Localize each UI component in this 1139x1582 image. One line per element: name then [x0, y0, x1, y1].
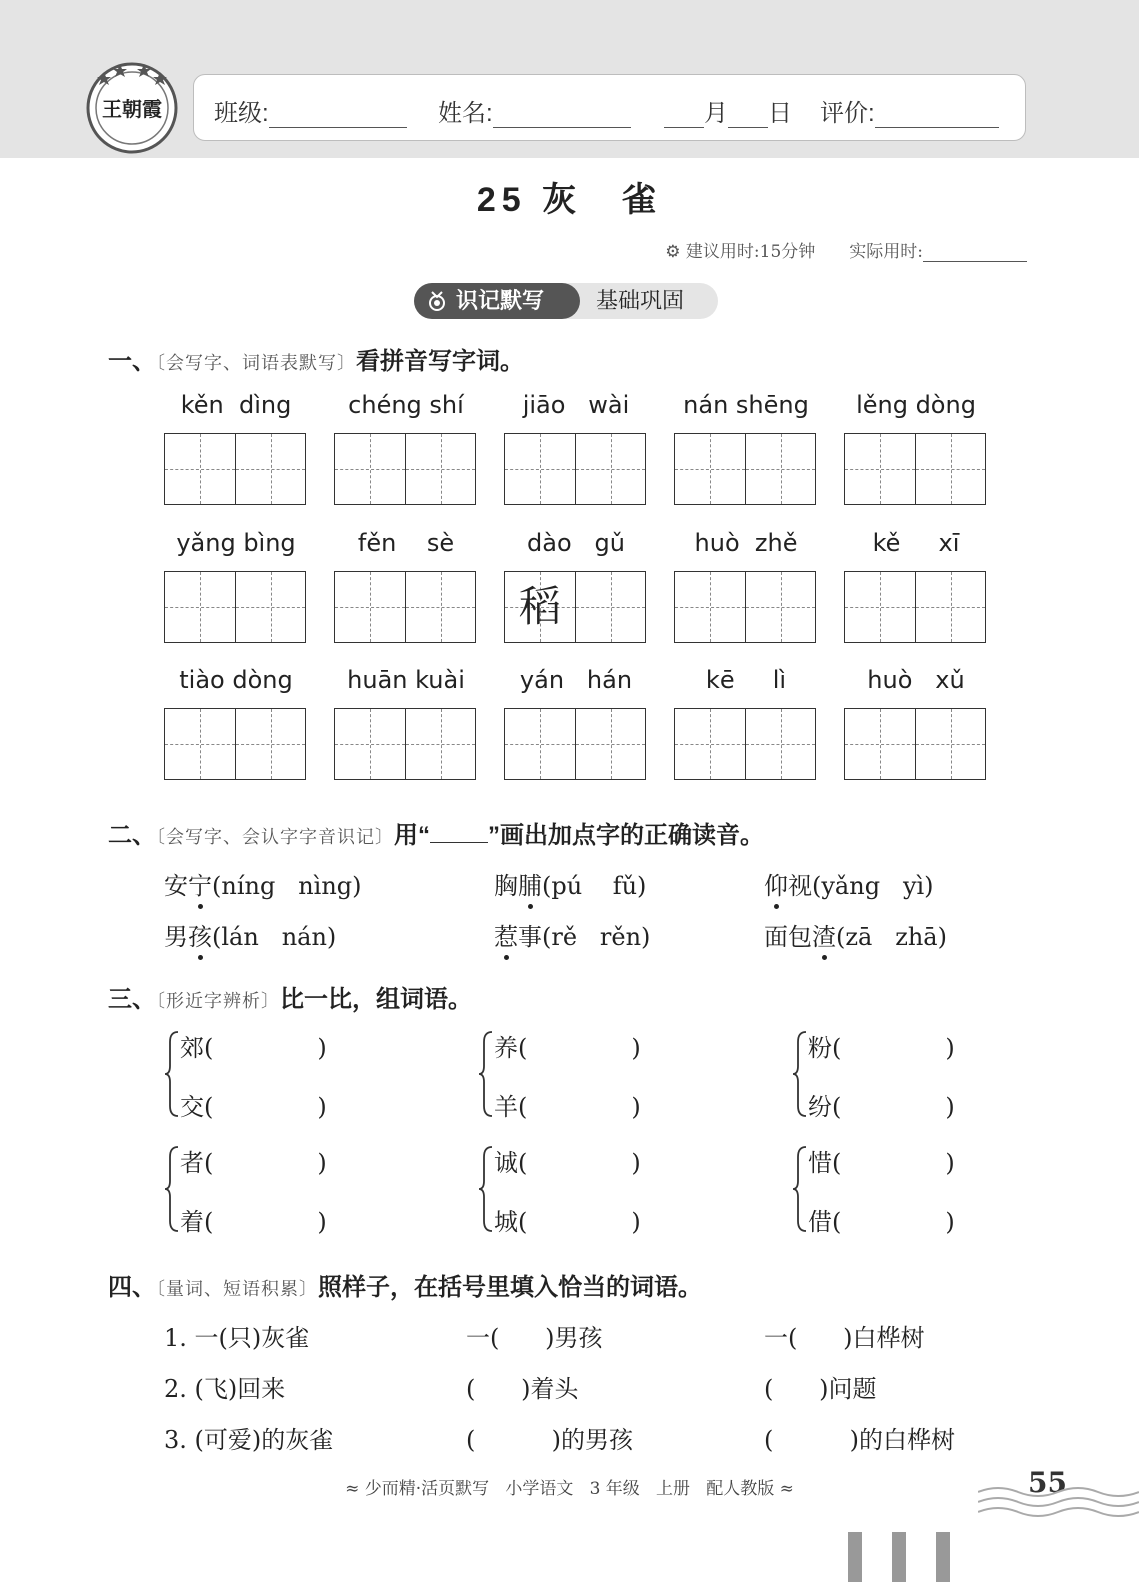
- writing-cell[interactable]: [405, 434, 475, 504]
- writing-grid[interactable]: [674, 571, 816, 643]
- word-blank[interactable]: [808, 1143, 955, 1178]
- fill-phrase[interactable]: ( )着头: [466, 1375, 579, 1403]
- word-part: 男: [164, 923, 188, 951]
- fill-phrase[interactable]: 一( )男孩: [466, 1324, 603, 1352]
- sample-character: [236, 434, 306, 504]
- word-part: 视: [788, 872, 812, 900]
- pinyin-label: chéng shí: [348, 391, 464, 419]
- close-paren: ): [945, 1034, 955, 1062]
- brace-icon: [478, 1030, 494, 1118]
- writing-grid[interactable]: [164, 708, 306, 780]
- dotted-character: 仰: [764, 866, 788, 901]
- section-3-heading: 三、〔形近字辨析〕比一比，组词语。: [108, 986, 472, 1013]
- writing-grid[interactable]: [844, 708, 986, 780]
- writing-grid[interactable]: [674, 433, 816, 505]
- wave-decoration: [978, 1484, 1139, 1524]
- sample-character: [746, 709, 816, 779]
- char-with-open-paren: 粉(: [808, 1034, 842, 1062]
- dotted-character: 惹: [494, 917, 518, 952]
- writing-cell[interactable]: [915, 434, 985, 504]
- reading-item[interactable]: [764, 917, 947, 952]
- writing-grid[interactable]: [504, 708, 646, 780]
- close-paren: ): [631, 1149, 641, 1177]
- pinyin-label: jiāo wài: [522, 391, 630, 419]
- writing-cell[interactable]: [335, 434, 405, 504]
- sample-character: [335, 709, 405, 779]
- close-paren: ): [317, 1093, 327, 1121]
- logo-text: 王朝霞: [102, 97, 162, 121]
- writing-cell[interactable]: [165, 572, 235, 642]
- pinyin-label: huān kuài: [347, 666, 465, 694]
- char-with-open-paren: 诚(: [494, 1149, 528, 1177]
- close-paren: ): [631, 1093, 641, 1121]
- reading-item[interactable]: [764, 866, 934, 901]
- writing-cell[interactable]: [575, 434, 645, 504]
- writing-cell[interactable]: [235, 709, 305, 779]
- dotted-character: 脯: [518, 866, 542, 901]
- edge-tab: [892, 1532, 906, 1582]
- writing-cell[interactable]: [505, 572, 575, 642]
- sample-character: [675, 572, 745, 642]
- close-paren: ): [317, 1149, 327, 1177]
- reading-options: (lán nán): [212, 923, 337, 951]
- name-field[interactable]: 姓名:: [438, 93, 631, 128]
- pinyin-label: dào gǔ: [527, 529, 625, 557]
- sample-character: [916, 572, 986, 642]
- section-4-heading: 四、〔量词、短语积累〕照样子，在括号里填入恰当的词语。: [108, 1274, 702, 1301]
- dotted-character: 孩: [188, 917, 212, 952]
- close-paren: ): [631, 1208, 641, 1236]
- pinyin-label: yǎng bìng: [176, 529, 296, 557]
- time-line: ⚙ 建议用时:15分钟 实际用时:: [665, 237, 1027, 262]
- sample-character: [576, 709, 646, 779]
- close-paren: ): [317, 1208, 327, 1236]
- writing-cell[interactable]: [335, 709, 405, 779]
- brace-icon: [164, 1030, 180, 1118]
- lesson-title: 25 灰 雀: [476, 181, 663, 219]
- char-with-open-paren: 城(: [494, 1208, 528, 1236]
- pinyin-label: kē lì: [705, 666, 787, 694]
- sample-character: [845, 572, 915, 642]
- char-with-open-paren: 羊(: [494, 1093, 528, 1121]
- writing-cell[interactable]: [745, 572, 815, 642]
- section-banner: [414, 283, 718, 319]
- close-paren: ): [945, 1093, 955, 1121]
- char-with-open-paren: 者(: [180, 1149, 214, 1177]
- word-blank[interactable]: [494, 1087, 641, 1122]
- edge-tab: [936, 1532, 950, 1582]
- pinyin-label: yán hán: [519, 666, 633, 694]
- writing-cell[interactable]: [165, 434, 235, 504]
- writing-grid[interactable]: [504, 433, 646, 505]
- banner-right: 基础巩固: [596, 288, 685, 313]
- fill-phrase[interactable]: 一( )白桦树: [764, 1324, 925, 1352]
- brace-icon: [164, 1145, 180, 1233]
- sample-character: [406, 434, 476, 504]
- sample-character: [406, 572, 476, 642]
- sample-character: [916, 434, 986, 504]
- reading-item[interactable]: [164, 866, 362, 901]
- char-with-open-paren: 惜(: [808, 1149, 842, 1177]
- writing-cell[interactable]: [675, 572, 745, 642]
- example-phrase: 1. 一(只)灰雀: [164, 1324, 310, 1352]
- example-phrase: 2. (飞)回来: [164, 1375, 286, 1403]
- writing-cell[interactable]: [575, 572, 645, 642]
- word-blank[interactable]: [180, 1087, 327, 1122]
- example-phrase: 3. (可爱)的灰雀: [164, 1426, 334, 1454]
- sample-character: [335, 572, 405, 642]
- dotted-character: 宁: [188, 866, 212, 901]
- writing-cell[interactable]: [745, 709, 815, 779]
- close-paren: ): [631, 1034, 641, 1062]
- section-1-heading: 一、〔会写字、词语表默写〕看拼音写字词。: [108, 348, 524, 375]
- writing-grid[interactable]: [164, 571, 306, 643]
- edge-tab: [848, 1532, 862, 1582]
- writing-cell[interactable]: [505, 434, 575, 504]
- banner-left: 识记默写: [414, 283, 580, 319]
- writing-grid[interactable]: [334, 571, 476, 643]
- dotted-character: 渣: [812, 917, 836, 952]
- writing-grid[interactable]: [504, 571, 646, 643]
- sample-character: [165, 709, 235, 779]
- char-with-open-paren: 纷(: [808, 1093, 842, 1121]
- sample-character: [576, 434, 646, 504]
- word-part: 胸: [494, 872, 518, 900]
- pinyin-label: nán shēng: [683, 391, 809, 419]
- char-with-open-paren: 着(: [180, 1208, 214, 1236]
- class-field[interactable]: 班级:: [214, 93, 407, 128]
- reading-item[interactable]: [494, 917, 650, 952]
- pinyin-label: huò xǔ: [867, 666, 965, 694]
- writing-cell[interactable]: [405, 572, 475, 642]
- writing-grid[interactable]: [844, 433, 986, 505]
- sample-character: [335, 434, 405, 504]
- footer-text: ≈ 少而精·活页默写 小学语文 3 年级 上册 配人教版 ≈: [345, 1479, 794, 1499]
- brand-logo: [84, 58, 180, 154]
- writing-grid[interactable]: [844, 571, 986, 643]
- page-number: 55: [1028, 1466, 1067, 1499]
- fill-phrase[interactable]: ( )的白桦树: [764, 1426, 956, 1454]
- writing-cell[interactable]: [675, 434, 745, 504]
- word-part: 事: [518, 923, 542, 951]
- word-blank[interactable]: [180, 1202, 327, 1237]
- writing-cell[interactable]: [675, 709, 745, 779]
- pinyin-label: lěng dòng: [856, 391, 976, 419]
- writing-cell[interactable]: [575, 709, 645, 779]
- reading-options: (pú fǔ): [542, 872, 647, 900]
- sample-character: [675, 709, 745, 779]
- word-blank[interactable]: [808, 1028, 955, 1063]
- close-paren: ): [317, 1034, 327, 1062]
- writing-cell[interactable]: [915, 572, 985, 642]
- pinyin-label: huò zhě: [694, 529, 798, 557]
- brace-icon: [792, 1145, 808, 1233]
- medal-icon: [426, 290, 448, 312]
- sample-character: [236, 572, 306, 642]
- word-blank[interactable]: [494, 1143, 641, 1178]
- sample-character: [165, 572, 235, 642]
- writing-grid[interactable]: [334, 708, 476, 780]
- sample-character: [236, 709, 306, 779]
- close-paren: ): [945, 1208, 955, 1236]
- writing-grid[interactable]: [674, 708, 816, 780]
- fill-phrase[interactable]: ( )的男孩: [466, 1426, 634, 1454]
- writing-cell[interactable]: [845, 572, 915, 642]
- writing-cell[interactable]: [845, 434, 915, 504]
- writing-cell[interactable]: [405, 709, 475, 779]
- fill-phrase[interactable]: ( )问题: [764, 1375, 877, 1403]
- char-with-open-paren: 郊(: [180, 1034, 214, 1062]
- writing-cell[interactable]: [235, 434, 305, 504]
- sample-character: [916, 709, 986, 779]
- sample-character: [675, 434, 745, 504]
- writing-grid[interactable]: [164, 433, 306, 505]
- brace-icon: [478, 1145, 494, 1233]
- writing-cell[interactable]: [745, 434, 815, 504]
- word-blank[interactable]: [494, 1028, 641, 1063]
- reading-item[interactable]: [494, 866, 646, 901]
- sample-character: [746, 434, 816, 504]
- sample-character: [505, 434, 575, 504]
- reading-options: (rě rěn): [542, 923, 651, 951]
- reading-item[interactable]: [164, 917, 336, 952]
- writing-cell[interactable]: [235, 572, 305, 642]
- close-paren: ): [945, 1149, 955, 1177]
- sample-character: [505, 709, 575, 779]
- writing-cell[interactable]: [915, 709, 985, 779]
- sample-character: [576, 572, 646, 642]
- writing-grid[interactable]: [334, 433, 476, 505]
- reading-options: (níng nìng): [212, 872, 362, 900]
- sample-character: [746, 572, 816, 642]
- sample-character: [406, 709, 476, 779]
- sample-character: [165, 434, 235, 504]
- writing-cell[interactable]: [335, 572, 405, 642]
- rating-field[interactable]: 评价:: [820, 93, 999, 128]
- word-blank[interactable]: [180, 1143, 327, 1178]
- reading-options: (zā zhā): [836, 923, 947, 951]
- pinyin-label: fěn sè: [357, 529, 455, 557]
- section-2-heading: 二、〔会写字、会认字字音识记〕用“ ”画出加点字的正确读音。: [108, 822, 764, 849]
- writing-cell[interactable]: [845, 709, 915, 779]
- brace-icon: [792, 1030, 808, 1118]
- word-blank[interactable]: [180, 1028, 327, 1063]
- clock-icon: ⚙: [665, 242, 681, 262]
- sample-character: 稻: [518, 582, 561, 631]
- char-with-open-paren: 养(: [494, 1034, 528, 1062]
- reading-options: (yǎng yì): [812, 872, 934, 900]
- word-blank[interactable]: [494, 1202, 641, 1237]
- word-part: 安: [164, 872, 188, 900]
- pinyin-label: kě xī: [872, 529, 960, 557]
- word-blank[interactable]: [808, 1202, 955, 1237]
- date-field[interactable]: 月 日: [664, 93, 792, 128]
- char-with-open-paren: 借(: [808, 1208, 842, 1236]
- sample-character: [845, 434, 915, 504]
- word-part: 面包: [764, 923, 812, 951]
- actual-time-blank[interactable]: [923, 244, 1027, 262]
- student-info-box: [193, 74, 1026, 141]
- char-with-open-paren: 交(: [180, 1093, 214, 1121]
- word-blank[interactable]: [808, 1087, 955, 1122]
- writing-cell[interactable]: [165, 709, 235, 779]
- pinyin-label: tiào dòng: [179, 666, 293, 694]
- sample-character: [845, 709, 915, 779]
- pinyin-label: kěn dìng: [180, 391, 292, 419]
- writing-cell[interactable]: [505, 709, 575, 779]
